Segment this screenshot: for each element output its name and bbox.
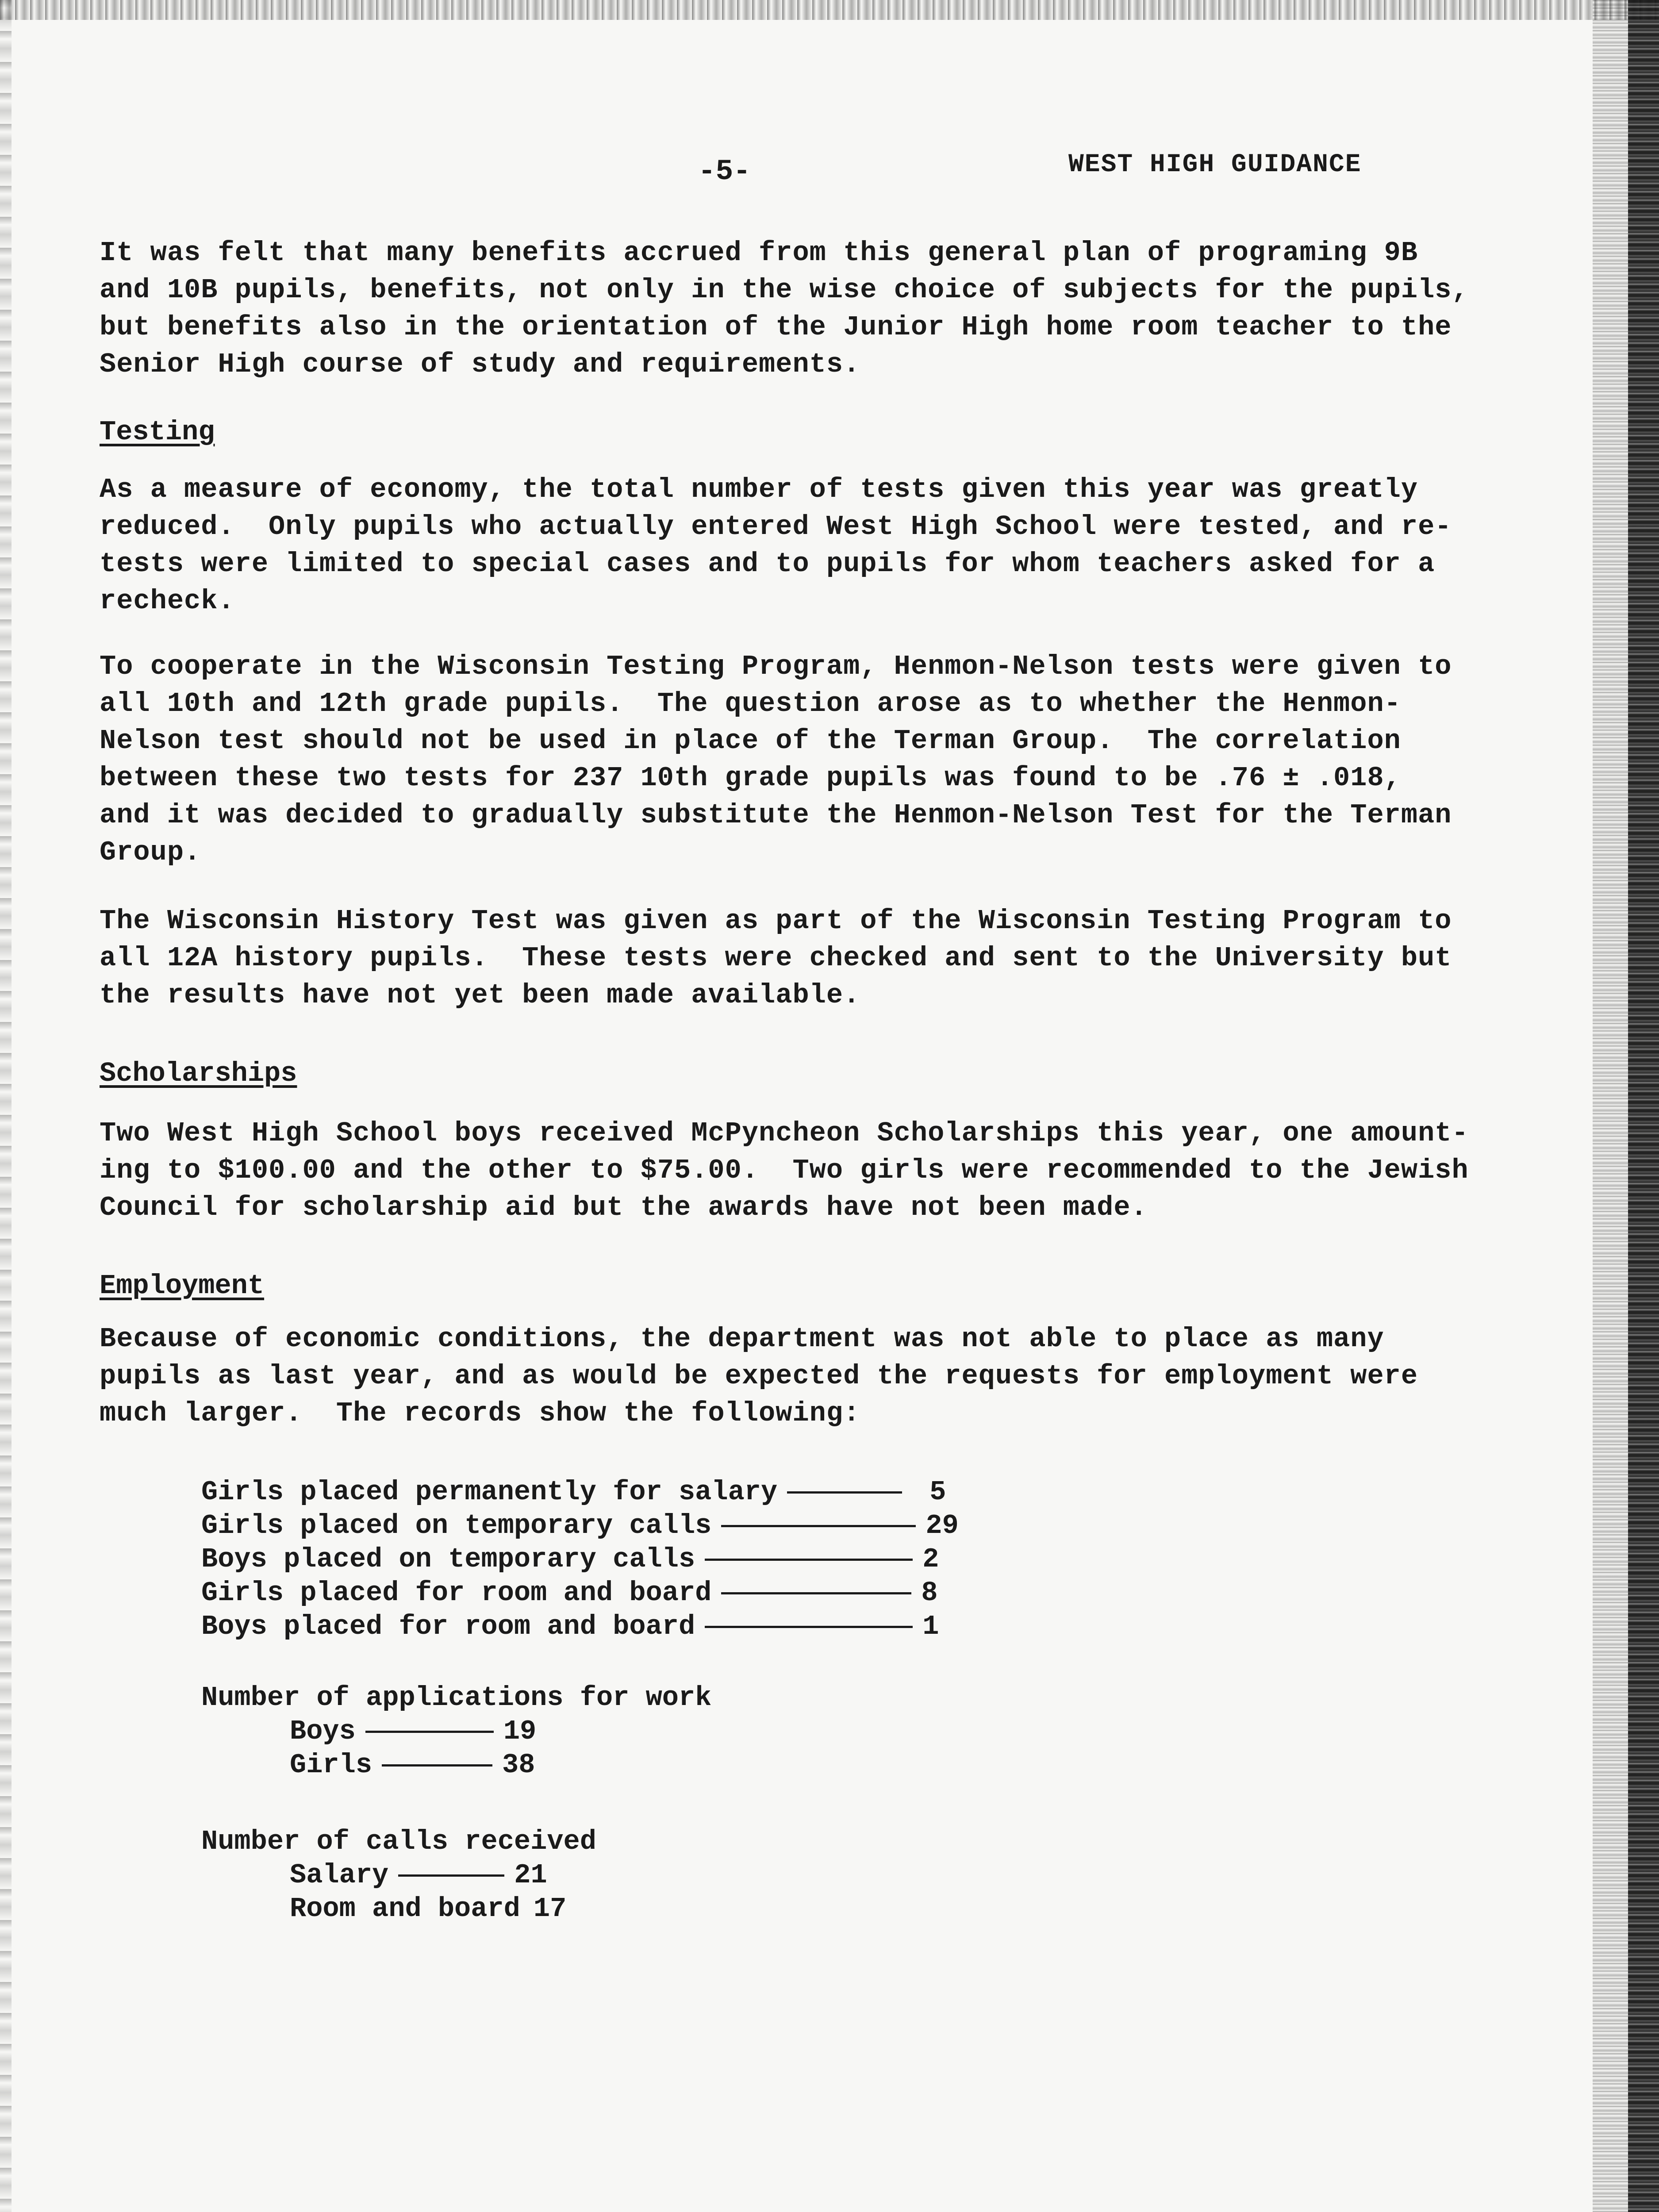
text-line: To cooperate in the Wisconsin Testing Program, Henmon-Nelson tests were given to xyxy=(100,651,1452,682)
applications-block xyxy=(201,1681,711,1782)
section-heading-employment: Employment xyxy=(100,1270,265,1302)
text-line: Senior High course of study and requirements. xyxy=(100,349,860,380)
applications-label: Boys xyxy=(290,1716,356,1747)
placement-value: 29 xyxy=(926,1510,959,1541)
text-line: The Wisconsin History Test was given as part of the Wisconsin Testing Program to xyxy=(100,905,1452,937)
placement-label: Boys placed for room and board xyxy=(201,1611,695,1642)
scholarships-paragraph xyxy=(100,1115,1524,1226)
scan-edge-top xyxy=(0,0,1659,20)
running-header: WEST HIGH GUIDANCE xyxy=(1068,150,1362,179)
text-line: It was felt that many benefits accrued from this general plan of programing 9B xyxy=(100,237,1418,269)
calls-heading: Number of calls received xyxy=(201,1826,596,1857)
placement-row xyxy=(201,1576,969,1610)
calls-row xyxy=(201,1892,596,1926)
section-heading-scholarships: Scholarships xyxy=(100,1058,297,1089)
intro-paragraph xyxy=(100,234,1524,383)
placement-row xyxy=(201,1475,969,1509)
scan-edge-right xyxy=(1628,0,1659,2212)
text-line: pupils as last year, and as would be expected the requests for employment were xyxy=(100,1360,1418,1392)
page-number: -5- xyxy=(698,155,751,188)
text-line: tests were limited to special cases and to pupils for whom teachers asked for a xyxy=(100,548,1435,580)
applications-value: 19 xyxy=(503,1716,537,1747)
text-line: and 10B pupils, benefits, not only in the wise choice of subjects for the pupils, xyxy=(100,274,1469,306)
text-line: the results have not yet been made available. xyxy=(100,979,860,1011)
leader-dash xyxy=(721,1592,911,1594)
leader-dash xyxy=(705,1626,913,1628)
calls-value: 21 xyxy=(514,1859,547,1891)
testing-paragraph-3 xyxy=(100,902,1524,1014)
leader-dash xyxy=(787,1491,902,1494)
calls-label: Salary xyxy=(290,1859,389,1891)
text-line: and it was decided to gradually substitute the Henmon-Nelson Test for the Terman xyxy=(100,799,1452,831)
leader-dash xyxy=(721,1525,916,1527)
placement-label: Girls placed for room and board xyxy=(201,1577,712,1609)
calls-row xyxy=(201,1859,596,1892)
applications-row xyxy=(201,1748,711,1782)
leader-dash xyxy=(365,1731,494,1733)
text-line: but benefits also in the orientation of the Junior High home room teacher to the xyxy=(100,311,1452,343)
leader-dash xyxy=(705,1559,913,1561)
text-line: Group. xyxy=(100,837,201,868)
placement-value: 5 xyxy=(929,1476,946,1508)
scan-edge-right-shadow xyxy=(1593,0,1628,2212)
text-line: Two West High School boys received McPyncheon Scholarships this year, one amount- xyxy=(100,1118,1469,1149)
text-line: recheck. xyxy=(100,585,235,617)
placement-row xyxy=(201,1543,969,1576)
text-line: all 12A history pupils. These tests were checked and sent to the University but xyxy=(100,942,1452,974)
text-line: between these two tests for 237 10th grade pupils was found to be .76 ± .018, xyxy=(100,762,1401,794)
placement-row xyxy=(201,1509,969,1543)
placement-value: 2 xyxy=(922,1544,939,1575)
leader-dash xyxy=(398,1874,504,1877)
text-line: all 10th and 12th grade pupils. The question arose as to whether the Henmon- xyxy=(100,688,1401,719)
scan-edge-left xyxy=(0,0,12,2212)
calls-value: 17 xyxy=(533,1893,567,1924)
applications-row xyxy=(201,1715,711,1748)
placement-label: Boys placed on temporary calls xyxy=(201,1544,695,1575)
text-line: Council for scholarship aid but the awards have not been made. xyxy=(100,1192,1148,1223)
placement-value: 8 xyxy=(921,1577,938,1609)
placement-list xyxy=(201,1475,969,1644)
section-heading-testing: Testing xyxy=(100,416,215,448)
applications-label: Girls xyxy=(290,1749,373,1781)
leader-dash xyxy=(382,1764,492,1767)
applications-value: 38 xyxy=(502,1749,535,1781)
placement-value: 1 xyxy=(922,1611,939,1642)
text-line: much larger. The records show the following: xyxy=(100,1398,860,1429)
applications-heading: Number of applications for work xyxy=(201,1682,712,1713)
text-line: As a measure of economy, the total number of tests given this year was greatly xyxy=(100,474,1418,505)
employment-paragraph xyxy=(100,1321,1524,1432)
text-line: ing to $100.00 and the other to $75.00. Two girls were recommended to the Jewish xyxy=(100,1155,1469,1186)
placement-label: Girls placed permanently for salary xyxy=(201,1476,778,1508)
placement-label: Girls placed on temporary calls xyxy=(201,1510,712,1541)
text-line: Nelson test should not be used in place of the Terman Group. The correlation xyxy=(100,725,1401,757)
text-line: reduced. Only pupils who actually entered West High School were tested, and re- xyxy=(100,511,1452,542)
calls-block xyxy=(201,1825,596,1926)
text-line: Because of economic conditions, the department was not able to place as many xyxy=(100,1323,1384,1355)
testing-paragraph-2 xyxy=(100,648,1524,871)
calls-label: Room and board xyxy=(290,1893,520,1924)
placement-row xyxy=(201,1610,969,1644)
testing-paragraph-1 xyxy=(100,471,1524,620)
